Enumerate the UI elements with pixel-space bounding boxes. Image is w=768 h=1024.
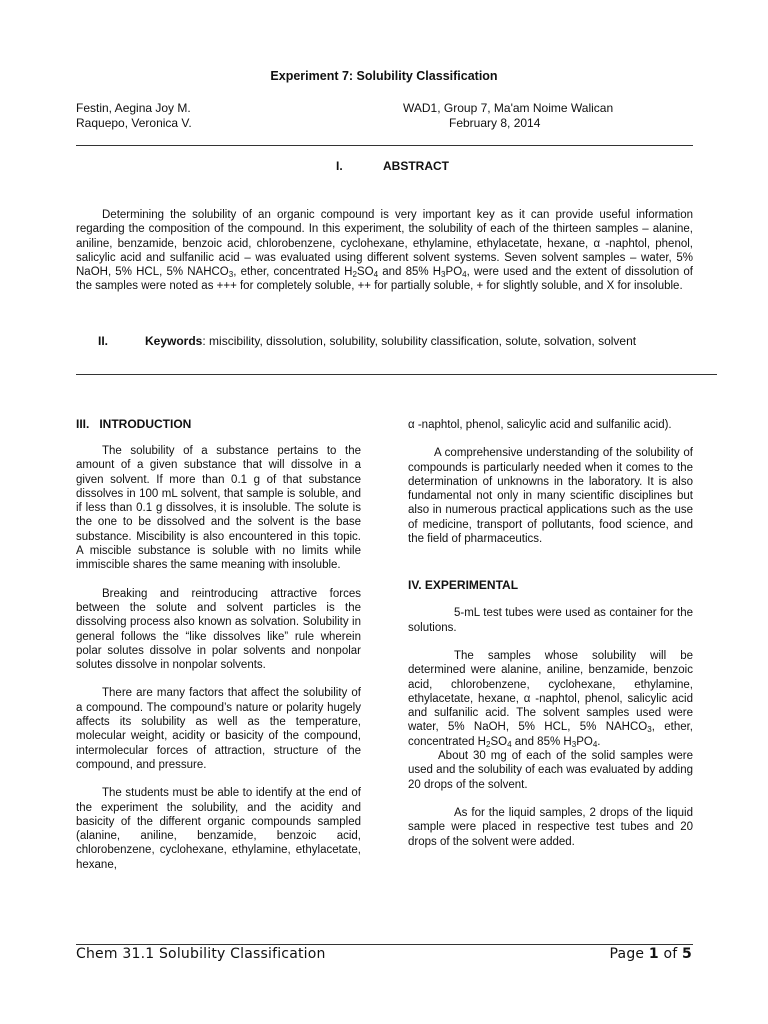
- intro-paragraph-1: The solubility of a substance pertains to the amount of a given substance that will dissolve in a given solvent. If more than 0.1 g of that substance dissolves in 100 mL solvent, that sample is soluble, and if less than 0.1 g dissolves, it is insoluble. The solute is the one to be dissolved and the solvent is the base substance. Miscibility is also encountered in this topic. A miscible substance is soluble with no limits while immiscible shares the same meaning with insoluble.: [76, 445, 361, 572]
- exp-paragraph-4: As for the liquid samples, 2 drops of the liquid sample were placed in respective test tubes and 20 drops of the solvent were added.: [408, 806, 693, 848]
- intro-paragraph-6: A comprehensive understanding of the solubility of compounds is particularly needed when it comes to the determination of unknowns in the laboratory. It is also fundamental not only in many scientific disciplines but also in numerous practical applications such as the use of medicine, transport of pollutants, food science, and the field of pharmaceutics.: [408, 447, 693, 546]
- experimental-heading: IV. EXPERIMENTAL: [408, 578, 519, 593]
- footer-page-number: Page 1 of 5: [609, 946, 692, 962]
- section-divider: [76, 374, 717, 375]
- abstract-text: Determining the solubility of an organic compound is very important key as it can provide useful information regarding the composition of the compound. In this experiment, the solubility of each of the thirteen samples – alanine, aniline, benzamide, benzoic acid, chlorobenzene, cyclohexane, ethylamine, ethylacetate, hexane, α -naphtol, phenol, salicylic acid and sulfanilic acid – was evaluated using different solvent systems. Seven solvent samples – water, 5% NaOH, 5% HCL, 5% $NAHCO_3$, ether, concentrated $H_2SO_4$ and 85% $H_3PO_4$, were used and the extent of dissolution of the samples were noted as +++ for completely soluble, ++ for partially soluble, + for slightly soluble, and X for insoluble.: [76, 209, 693, 293]
- exp-paragraph-3: About 30 mg of each of the solid samples were used and the solubility of each was evaluated by adding 20 drops of the solvent.: [408, 750, 693, 791]
- abstract-number: I.: [336, 159, 343, 173]
- intro-paragraph-3: There are many factors that affect the solubility of a compound. The compound’s nature or polarity hugely affects its solubility as well as the temperature, molecular weight, acidity or basicity of the compound, intermolecular forces of attraction, structure of the compound, and pressure.: [76, 687, 361, 771]
- exp-paragraph-1: 5-mL test tubes were used as container for the solutions.: [408, 607, 693, 634]
- intro-paragraph-5: α -naphtol, phenol, salicylic acid and sulfanilic acid).: [408, 419, 672, 431]
- footer-divider: [76, 944, 693, 945]
- intro-paragraph-2: Breaking and reintroducing attractive forces between the solute and solvent particles is the dissolving process also known as solvation. Solubility in general follows the “like dissolves like” rule wherein polar solutes dissolve in polar solvents and nonpolar solutes dissolve in nonpolar solvents.: [76, 587, 361, 672]
- keywords-list: : miscibility, dissolution, solubility, solubility classification, solute, solvation, solvent: [202, 334, 637, 348]
- intro-paragraph-4: The students must be able to identify at the end of the experiment the solubility, and the acidity and basicity of the different organic compounds sampled (alanine, aniline, benzamide, benzoic acid, chlorobenzene, cyclohexane, ethylamine, ethylacetate, hexane,: [76, 787, 361, 871]
- keywords-line: [145, 334, 636, 348]
- exp-paragraph-2: The samples whose solubility will be determined were alanine, aniline, benzamide, benzoic acid, chlorobenzene, cyclohexane, ethylamine, ethylacetate, hexane, α -naphtol, phenol, salicylic acid and sulfanilic acid. The solvent samples used were water, 5% NaOH, 5% HCL, 5% $NAHCO_3$, ether, concentrated $H_2SO_4$ and 85% $H_3PO_4$.: [408, 649, 694, 749]
- footer-course: Chem 31.1 Solubility Classification: [76, 946, 326, 962]
- header-divider: [76, 145, 693, 146]
- date: February 8, 2014: [449, 116, 541, 130]
- keywords-label: Keywords: [145, 334, 203, 348]
- introduction-heading: III. INTRODUCTION: [76, 417, 192, 431]
- paper-title: Experiment 7: Solubility Classification: [270, 69, 498, 83]
- abstract-heading: ABSTRACT: [383, 159, 449, 173]
- group-info: WAD1, Group 7, Ma'am Noime Walican: [403, 101, 614, 115]
- author-2: Raquepo, Veronica V.: [76, 116, 192, 130]
- keywords-number: II.: [98, 334, 109, 348]
- author-1: Festin, Aegina Joy M.: [76, 101, 191, 115]
- right-column: [408, 418, 693, 849]
- left-column: [76, 417, 361, 872]
